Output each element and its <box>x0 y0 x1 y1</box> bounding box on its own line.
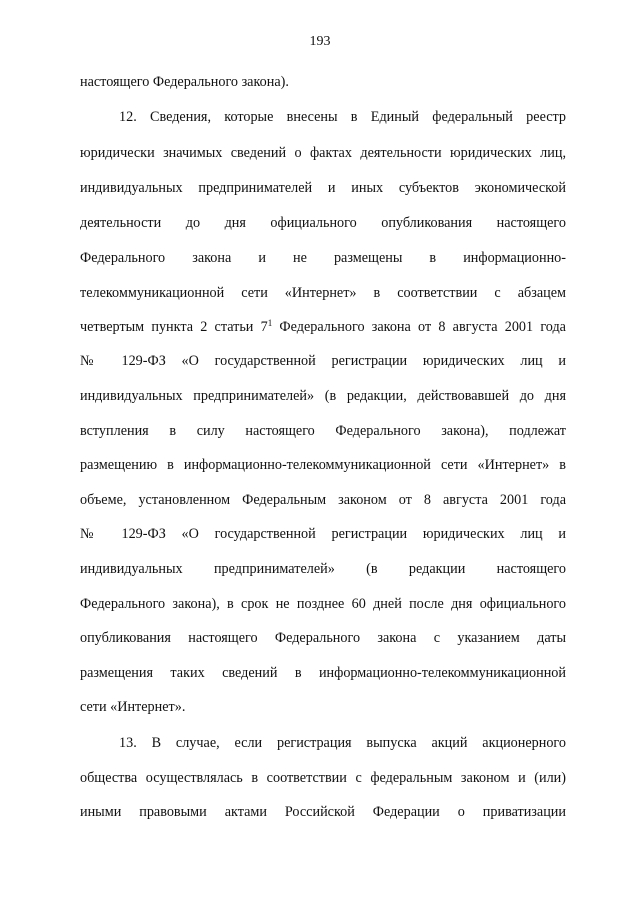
text-line: деятельности до дня официального опубликования настоящего <box>80 215 566 231</box>
text-line: Федерального закона), в срок не позднее 60 дней после дня официального <box>80 596 566 612</box>
text-fragment: четвертым пункта 2 статьи 7 <box>80 319 268 335</box>
text-line: телекоммуникационной сети «Интернет» в соответствии с абзацем <box>80 285 566 301</box>
superscript: 1 <box>267 318 273 328</box>
text-line: Федерального закона и не размещены в информационно- <box>80 250 566 266</box>
text-line: опубликования настоящего Федерального закона с указанием даты <box>80 630 566 646</box>
text-line: объеме, установленном Федеральным законом от 8 августа 2001 года <box>80 492 566 508</box>
text-line: № 129-ФЗ «О государственной регистрации юридических лиц и <box>80 526 566 542</box>
page-number: 193 <box>309 34 331 49</box>
paragraph-12-start: 12. Сведения, которые внесены в Единый федеральный реестр <box>119 109 566 125</box>
text-line: индивидуальных предпринимателей» (в редакции, действовавшей до дня <box>80 388 566 404</box>
text-line: юридически значимых сведений о фактах деятельности юридических лиц, <box>80 145 566 161</box>
text-line: № 129-ФЗ «О государственной регистрации юридических лиц и <box>80 353 566 369</box>
paragraph-13-start: 13. В случае, если регистрация выпуска акций акционерного <box>119 735 566 751</box>
text-line: размещению в информационно-телекоммуникационной сети «Интернет» в <box>80 457 566 473</box>
text-line: сети «Интернет». <box>80 699 186 715</box>
text-line: размещения таких сведений в информационно-телекоммуникационной <box>80 665 566 681</box>
text-fragment: Федерального закона от 8 августа 2001 года <box>272 319 566 335</box>
text-line <box>80 317 566 337</box>
text-line: индивидуальных предпринимателей и иных субъектов экономической <box>80 180 566 196</box>
text-line: индивидуальных предпринимателей» (в редакции настоящего <box>80 561 566 577</box>
text-line: вступления в силу настоящего Федерального закона), подлежат <box>80 423 566 439</box>
text-line: иными правовыми актами Российской Федерации о приватизации <box>80 804 566 820</box>
text-line: общества осуществлялась в соответствии с федеральным законом и (или) <box>80 770 566 786</box>
text-line: настоящего Федерального закона). <box>80 74 289 90</box>
